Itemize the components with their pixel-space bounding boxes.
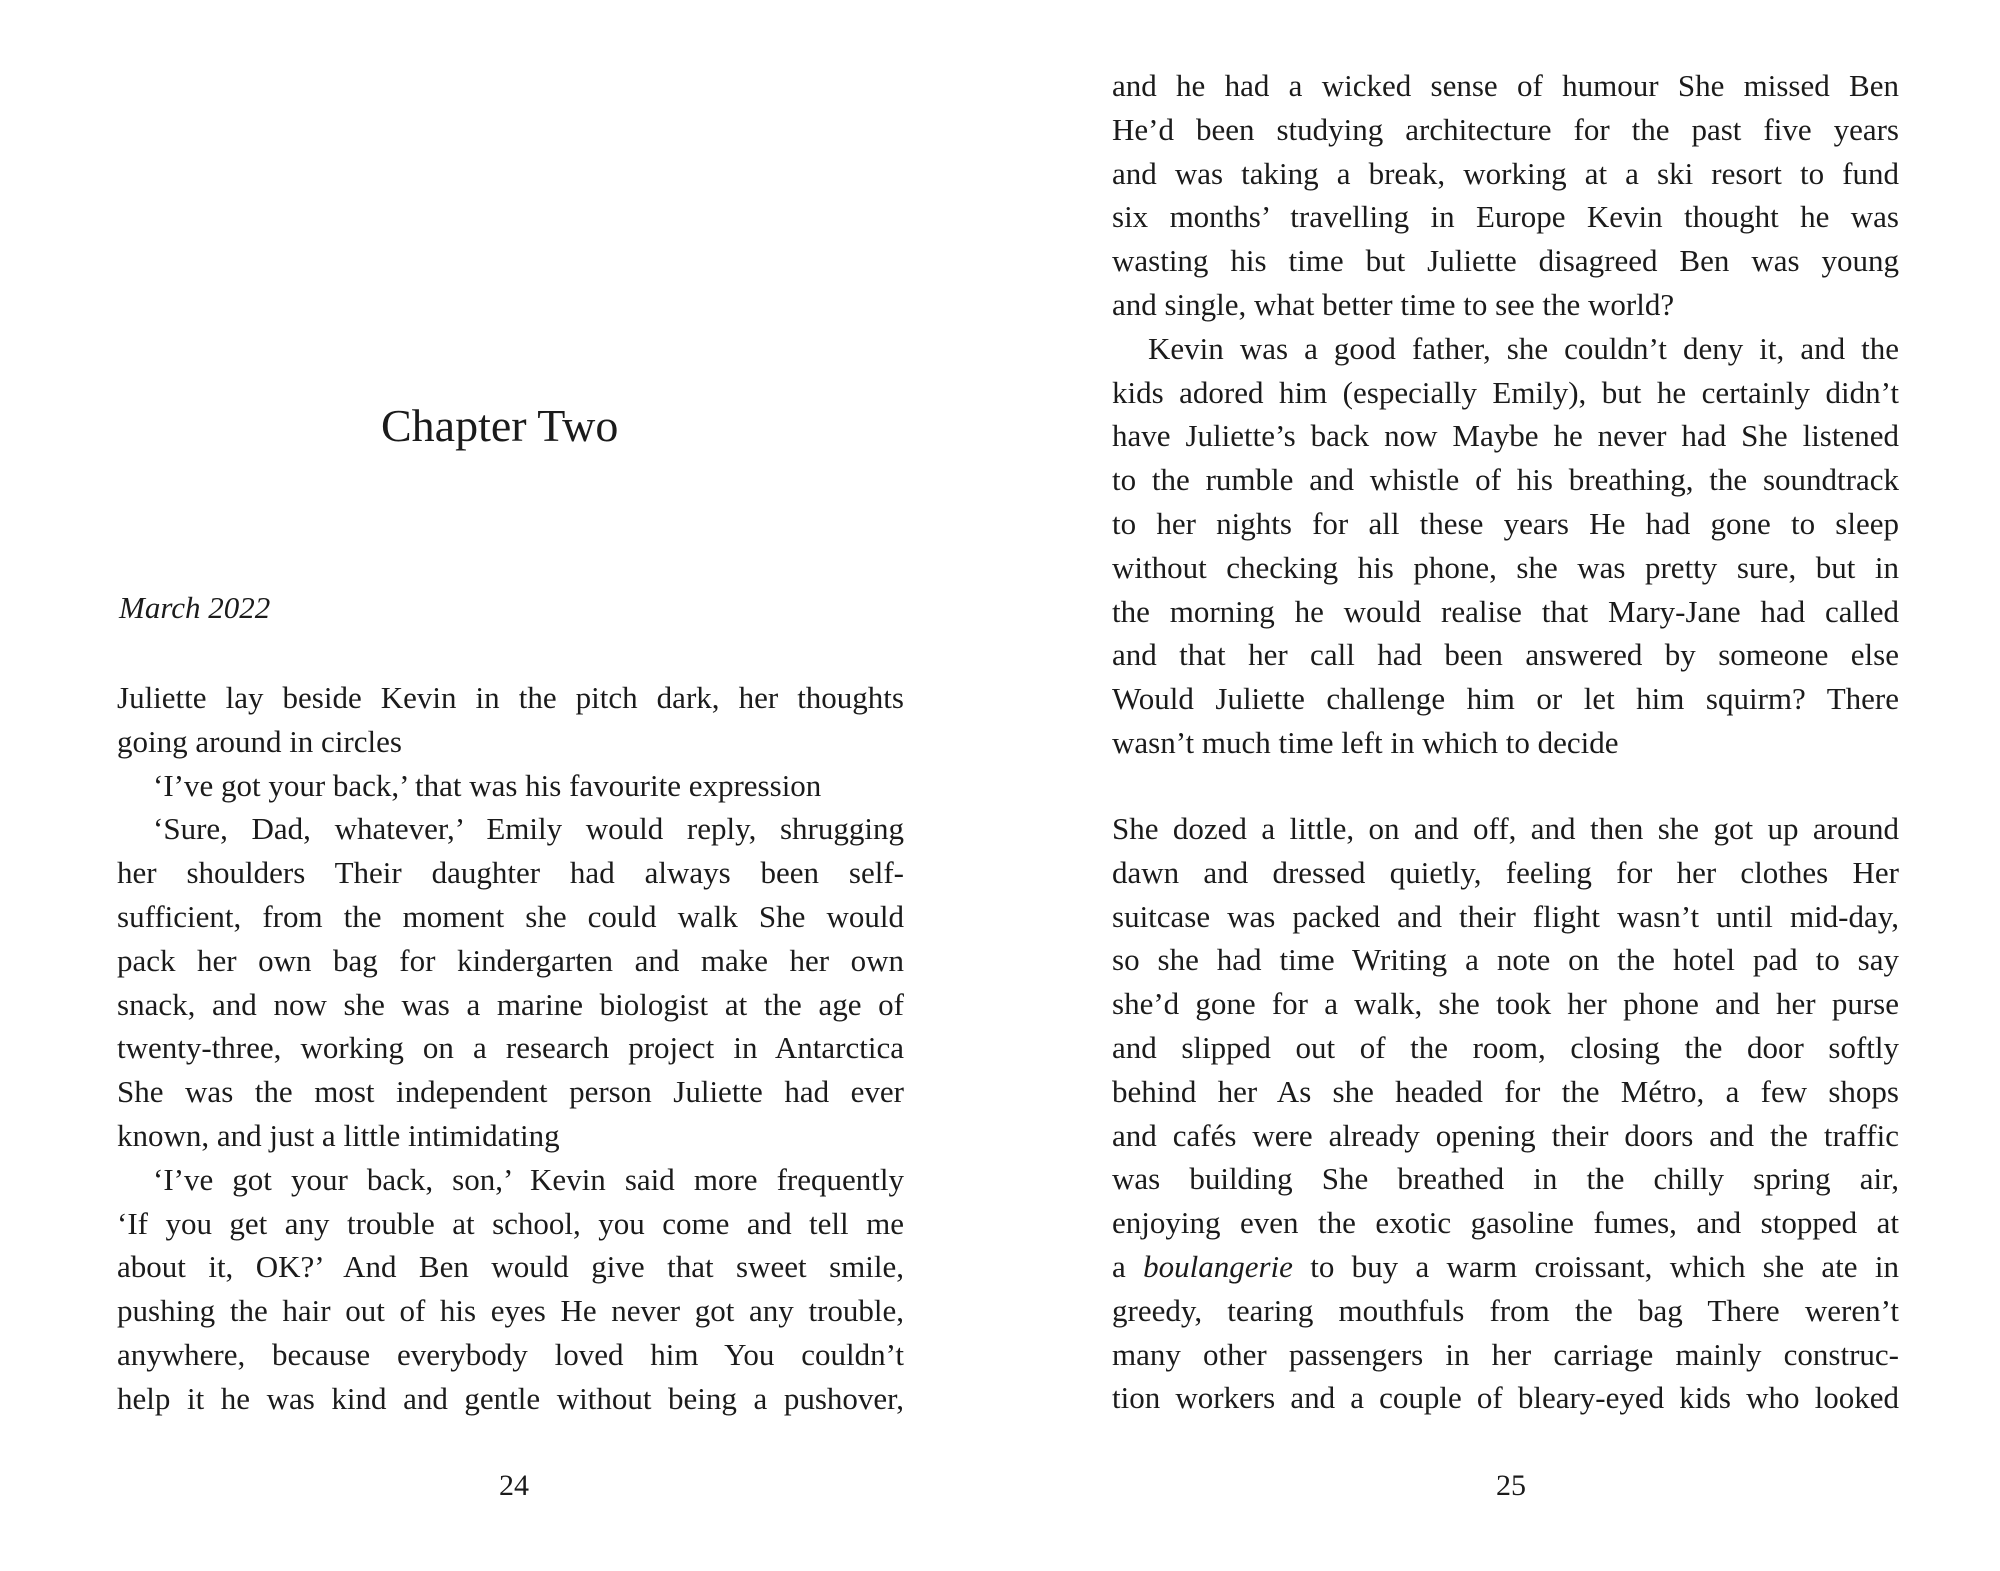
text-line: Kevin was a good father, she couldn’t deny it, and the bbox=[1148, 330, 1899, 366]
text-line: behind her As she headed for the Métro, a few shops bbox=[1112, 1073, 1899, 1109]
text-line: many other passengers in her carriage mainly construc- bbox=[1112, 1336, 1899, 1372]
text-line: she’d gone for a walk, she took her phone and her purse bbox=[1112, 986, 1899, 1022]
text-line: the morning he would realise that Mary-Jane had called bbox=[1112, 593, 1899, 629]
text-line: was building She breathed in the chilly spring air, bbox=[1112, 1161, 1899, 1197]
text-line: sufficient, from the moment she could walk She would bbox=[117, 898, 904, 934]
text-line: known, and just a little intimidating bbox=[117, 1117, 560, 1153]
text-line: six months’ travelling in Europe Kevin thought he was bbox=[1112, 199, 1899, 235]
text-line: enjoying even the exotic gasoline fumes, and stopped at bbox=[1112, 1205, 1899, 1241]
text-line: pack her own bag for kindergarten and make her own bbox=[117, 942, 904, 978]
text-line: and cafés were already opening their doors and the traffic bbox=[1112, 1117, 1899, 1153]
text-line: and slipped out of the room, closing the door softly bbox=[1112, 1029, 1899, 1065]
page-number: 24 bbox=[499, 1469, 529, 1502]
text-line: She dozed a little, on and off, and then she got up around bbox=[1112, 811, 1899, 846]
text-line: He’d been studying architecture for the past five years bbox=[1112, 111, 1899, 147]
text-line: have Juliette’s back now Maybe he never had She listened bbox=[1112, 418, 1899, 454]
text-line: Would Juliette challenge him or let him squirm? There bbox=[1112, 681, 1899, 717]
left-page-body bbox=[117, 676, 904, 1421]
text-line: pushing the hair out of his eyes He never got any trouble, bbox=[117, 1293, 904, 1329]
text-line bbox=[1112, 1245, 1899, 1289]
page-number: 25 bbox=[1496, 1469, 1526, 1502]
text-line: snack, and now she was a marine biologist at the age of bbox=[117, 986, 904, 1022]
text-line: Juliette lay beside Kevin in the pitch dark, her thoughts bbox=[117, 680, 904, 715]
text-line-start: a bbox=[1112, 1248, 1144, 1284]
right-page bbox=[1000, 0, 2000, 1571]
text-line: tion workers and a couple of bleary-eyed kids who looked bbox=[1112, 1380, 1899, 1416]
text-line: and was taking a break, working at a ski resort to fund bbox=[1112, 155, 1899, 191]
text-line: about it, OK?’ And Ben would give that sweet smile, bbox=[117, 1249, 904, 1285]
text-line: wasn’t much time left in which to decide bbox=[1112, 724, 1619, 760]
right-page-body-top bbox=[1112, 64, 1899, 765]
text-line: to the rumble and whistle of his breathing, the soundtrack bbox=[1112, 462, 1899, 498]
right-page-body-bottom bbox=[1112, 807, 1899, 1420]
text-line: help it he was kind and gentle without being a pushover, bbox=[117, 1380, 904, 1416]
chapter-dateline: March 2022 bbox=[119, 590, 271, 625]
text-line: ‘I’ve got your back,’ that was his favourite expression bbox=[153, 767, 822, 803]
text-line: her shoulders Their daughter had always been self- bbox=[117, 855, 904, 891]
text-line: ‘If you get any trouble at school, you come and tell me bbox=[117, 1205, 904, 1241]
text-line: suitcase was packed and their flight wasn’t until mid-day, bbox=[1112, 898, 1899, 934]
italic-word: boulangerie bbox=[1143, 1248, 1293, 1284]
text-line: and he had a wicked sense of humour She missed Ben bbox=[1112, 68, 1899, 103]
text-line: without checking his phone, she was pretty sure, but in bbox=[1112, 549, 1899, 585]
text-line: ‘Sure, Dad, whatever,’ Emily would reply, shrugging bbox=[153, 811, 904, 847]
text-line: and single, what better time to see the world? bbox=[1112, 286, 1675, 322]
text-line: twenty-three, working on a research project in Antarctica bbox=[117, 1030, 904, 1066]
text-line: kids adored him (especially Emily), but he certainly didn’t bbox=[1112, 374, 1899, 410]
text-line: to her nights for all these years He had gone to sleep bbox=[1112, 505, 1899, 541]
text-line: greedy, tearing mouthfuls from the bag There weren’t bbox=[1112, 1292, 1899, 1328]
text-line: She was the most independent person Juliette had ever bbox=[117, 1074, 904, 1110]
text-line: dawn and dressed quietly, feeling for her clothes Her bbox=[1112, 854, 1899, 890]
text-line-end: to buy a warm croissant, which she ate in bbox=[1292, 1248, 1899, 1284]
text-line: so she had time Writing a note on the hotel pad to say bbox=[1112, 942, 1899, 978]
text-line: going around in circles bbox=[117, 723, 402, 759]
chapter-title: Chapter Two bbox=[381, 400, 619, 451]
text-line: anywhere, because everybody loved him You couldn’t bbox=[117, 1336, 904, 1372]
text-line: wasting his time but Juliette disagreed Ben was young bbox=[1112, 243, 1899, 279]
text-line: ‘I’ve got your back, son,’ Kevin said more frequently bbox=[153, 1161, 904, 1197]
text-line: and that her call had been answered by someone else bbox=[1112, 637, 1899, 673]
